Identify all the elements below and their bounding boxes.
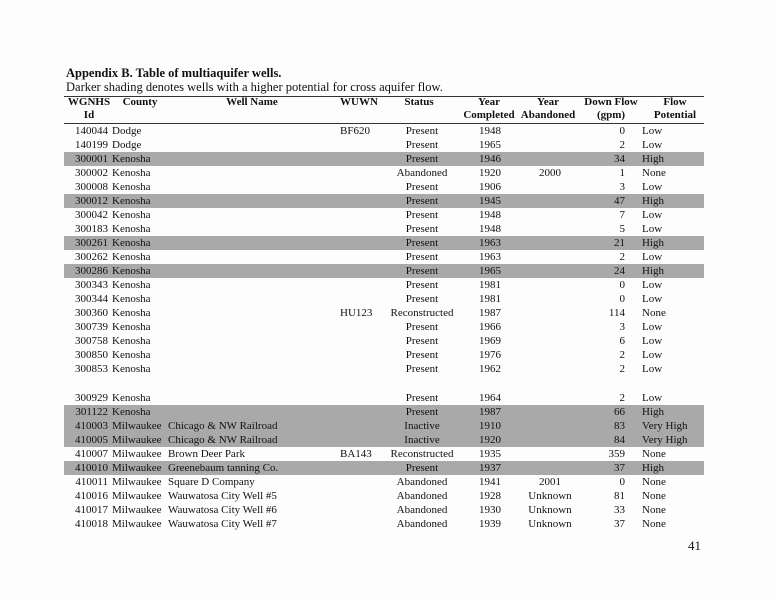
cell-status: Present	[405, 335, 439, 347]
cell-county: Kenosha	[112, 349, 151, 361]
cell-well-name: Chicago & NW Railroad	[168, 434, 278, 446]
cell-down-flow: 1	[619, 167, 625, 179]
cell-down-flow: 34	[614, 153, 625, 165]
cell-county: Kenosha	[112, 181, 151, 193]
table-row	[64, 278, 704, 292]
header-wuwn: WUWN	[340, 96, 378, 108]
cell-flow-potential: Very High	[642, 420, 688, 432]
table-row	[64, 222, 704, 236]
cell-year-abandoned: 2001	[539, 476, 561, 488]
cell-status: Present	[405, 125, 439, 137]
table-row	[64, 236, 704, 250]
cell-county: Kenosha	[112, 335, 151, 347]
page-number: 41	[688, 538, 701, 553]
cell-down-flow: 83	[614, 420, 625, 432]
cell-flow-potential: Low	[642, 293, 663, 305]
header-county: County	[122, 96, 158, 108]
cell-year-completed: 1981	[479, 293, 501, 305]
cell-county: Kenosha	[112, 392, 151, 404]
cell-status: Abandoned	[396, 504, 448, 516]
cell-down-flow: 47	[614, 195, 625, 207]
cell-county: Milwaukee	[112, 434, 162, 446]
cell-county: Milwaukee	[112, 448, 162, 460]
cell-well-id: 300012	[75, 195, 108, 207]
cell-status: Present	[405, 139, 439, 151]
cell-flow-potential: Low	[642, 223, 663, 235]
cell-well-id: 410005	[75, 434, 108, 446]
cell-flow-potential: Low	[642, 321, 663, 333]
cell-down-flow: 6	[619, 335, 625, 347]
cell-flow-potential: High	[642, 195, 664, 207]
cell-status: Abandoned	[396, 490, 448, 502]
table-row	[64, 306, 704, 320]
cell-flow-potential: Low	[642, 363, 663, 375]
cell-down-flow: 37	[614, 518, 625, 530]
cell-year-completed: 1906	[479, 181, 501, 193]
table-row	[64, 433, 704, 447]
cell-down-flow: 359	[608, 448, 625, 460]
cell-flow-potential: None	[642, 307, 666, 319]
cell-status: Present	[405, 293, 439, 305]
cell-year-completed: 1962	[479, 363, 501, 375]
cell-year-completed: 1946	[479, 153, 501, 165]
cell-down-flow: 2	[619, 139, 625, 151]
cell-well-name: Wauwatosa City Well #5	[168, 490, 277, 502]
cell-well-name: Square D Company	[168, 476, 255, 488]
cell-wuwn: BF620	[340, 125, 370, 137]
cell-year-completed: 1963	[479, 251, 501, 263]
cell-status: Present	[405, 251, 439, 263]
cell-year-completed: 1966	[479, 321, 501, 333]
cell-status: Present	[405, 363, 439, 375]
cell-county: Kenosha	[112, 223, 151, 235]
cell-well-id: 300042	[75, 209, 108, 221]
cell-county: Kenosha	[112, 167, 151, 179]
table-row	[64, 489, 704, 503]
cell-down-flow: 2	[619, 392, 625, 404]
cell-county: Kenosha	[112, 293, 151, 305]
cell-year-completed: 1941	[479, 476, 501, 488]
cell-flow-potential: Low	[642, 139, 663, 151]
cell-status: Present	[405, 406, 439, 418]
table-row	[64, 292, 704, 306]
cell-well-id: 300008	[75, 181, 108, 193]
table-row	[64, 194, 704, 208]
cell-well-id: 300286	[75, 265, 108, 277]
cell-wuwn: HU123	[340, 307, 373, 319]
cell-year-abandoned: Unknown	[528, 490, 572, 502]
cell-status: Present	[405, 223, 439, 235]
table-row	[64, 517, 704, 531]
cell-down-flow: 21	[614, 237, 625, 249]
cell-down-flow: 84	[614, 434, 625, 446]
cell-down-flow: 5	[619, 223, 625, 235]
cell-county: Milwaukee	[112, 462, 162, 474]
cell-flow-potential: None	[642, 504, 666, 516]
table-row	[64, 264, 704, 278]
cell-county: Kenosha	[112, 195, 151, 207]
cell-year-completed: 1963	[479, 237, 501, 249]
cell-year-abandoned: Unknown	[528, 518, 572, 530]
table-row	[64, 320, 704, 334]
cell-well-id: 140044	[75, 125, 108, 137]
cell-down-flow: 0	[619, 125, 625, 137]
cell-county: Milwaukee	[112, 490, 162, 502]
cell-county: Dodge	[112, 139, 142, 151]
header-status: Status	[404, 96, 434, 108]
cell-county: Kenosha	[112, 307, 151, 319]
cell-well-id: 300929	[75, 392, 108, 404]
cell-flow-potential: Very High	[642, 434, 688, 446]
cell-year-completed: 1935	[479, 448, 501, 460]
cell-down-flow: 7	[619, 209, 625, 221]
header-well-name: Well Name	[226, 96, 278, 108]
cell-down-flow: 2	[619, 349, 625, 361]
table-row	[64, 180, 704, 194]
header-year-completed: Year Completed	[463, 96, 515, 121]
cell-wuwn: BA143	[340, 448, 372, 460]
cell-well-name: Brown Deer Park	[168, 448, 245, 460]
cell-year-completed: 1939	[479, 518, 501, 530]
table-row	[64, 250, 704, 264]
cell-county: Kenosha	[112, 279, 151, 291]
cell-down-flow: 2	[619, 251, 625, 263]
cell-year-completed: 1969	[479, 335, 501, 347]
cell-flow-potential: Low	[642, 392, 663, 404]
cell-well-id: 410011	[75, 476, 108, 488]
cell-year-completed: 1910	[479, 420, 501, 432]
cell-year-completed: 1965	[479, 139, 501, 151]
cell-status: Present	[405, 462, 439, 474]
table-row	[64, 362, 704, 376]
cell-status: Present	[405, 153, 439, 165]
table-row	[64, 208, 704, 222]
cell-year-completed: 1920	[479, 434, 501, 446]
cell-down-flow: 114	[608, 307, 625, 319]
cell-well-name: Chicago & NW Railroad	[168, 420, 278, 432]
cell-county: Dodge	[112, 125, 142, 137]
cell-status: Present	[405, 392, 439, 404]
cell-well-id: 300853	[75, 363, 108, 375]
table-row	[64, 405, 704, 419]
cell-well-id: 140199	[75, 139, 108, 151]
cell-year-completed: 1964	[479, 392, 501, 404]
cell-flow-potential: Low	[642, 335, 663, 347]
cell-flow-potential: High	[642, 153, 664, 165]
cell-flow-potential: None	[642, 490, 666, 502]
cell-year-completed: 1987	[479, 406, 501, 418]
cell-county: Milwaukee	[112, 518, 162, 530]
cell-flow-potential: High	[642, 237, 664, 249]
cell-status: Present	[405, 265, 439, 277]
cell-county: Kenosha	[112, 321, 151, 333]
table-row	[64, 461, 704, 475]
cell-status: Abandoned	[396, 518, 448, 530]
cell-well-name: Greenebaum tanning Co.	[168, 462, 279, 474]
cell-well-id: 300343	[75, 279, 108, 291]
cell-year-abandoned: 2000	[539, 167, 561, 179]
cell-down-flow: 0	[619, 476, 625, 488]
header-wgnhs-id: WGNHS Id	[67, 96, 111, 121]
cell-status: Present	[405, 321, 439, 333]
cell-status: Present	[405, 237, 439, 249]
cell-down-flow: 66	[614, 406, 625, 418]
cell-year-completed: 1976	[479, 349, 501, 361]
cell-year-completed: 1930	[479, 504, 501, 516]
table-row	[64, 334, 704, 348]
cell-county: Kenosha	[112, 237, 151, 249]
header-flow-potential: Flow Potential	[653, 96, 697, 121]
table-row	[64, 503, 704, 517]
cell-year-abandoned: Unknown	[528, 504, 572, 516]
cell-well-id: 410010	[75, 462, 108, 474]
cell-well-id: 300758	[75, 335, 108, 347]
cell-county: Milwaukee	[112, 420, 162, 432]
header-down-flow: Down Flow (gpm)	[584, 96, 638, 121]
cell-well-id: 301122	[75, 406, 108, 418]
cell-well-id: 300183	[75, 223, 108, 235]
cell-year-completed: 1948	[479, 125, 501, 137]
table-row	[64, 419, 704, 433]
cell-status: Abandoned	[396, 476, 448, 488]
cell-county: Kenosha	[112, 406, 151, 418]
cell-flow-potential: Low	[642, 279, 663, 291]
table-row	[64, 124, 704, 138]
cell-status: Present	[405, 209, 439, 221]
cell-flow-potential: Low	[642, 349, 663, 361]
cell-well-id: 410003	[75, 420, 108, 432]
cell-flow-potential: High	[642, 406, 664, 418]
cell-status: Present	[405, 349, 439, 361]
cell-status: Inactive	[404, 434, 440, 446]
cell-well-id: 300261	[75, 237, 108, 249]
cell-well-id: 410017	[75, 504, 108, 516]
cell-county: Kenosha	[112, 209, 151, 221]
cell-flow-potential: None	[642, 167, 666, 179]
cell-year-completed: 1987	[479, 307, 501, 319]
cell-down-flow: 3	[619, 321, 625, 333]
table-row	[64, 152, 704, 166]
cell-flow-potential: None	[642, 476, 666, 488]
cell-down-flow: 0	[619, 293, 625, 305]
cell-flow-potential: High	[642, 265, 664, 277]
cell-year-completed: 1948	[479, 209, 501, 221]
cell-well-id: 410018	[75, 518, 108, 530]
table-row	[64, 391, 704, 405]
cell-flow-potential: Low	[642, 209, 663, 221]
cell-well-id: 300002	[75, 167, 108, 179]
cell-well-name: Wauwatosa City Well #7	[168, 518, 277, 530]
cell-county: Milwaukee	[112, 476, 162, 488]
cell-status: Present	[405, 279, 439, 291]
cell-well-id: 300739	[75, 321, 108, 333]
cell-year-completed: 1948	[479, 223, 501, 235]
cell-down-flow: 33	[614, 504, 625, 516]
cell-down-flow: 81	[614, 490, 625, 502]
cell-status: Present	[405, 195, 439, 207]
cell-flow-potential: None	[642, 518, 666, 530]
cell-year-completed: 1981	[479, 279, 501, 291]
cell-status: Reconstructed	[390, 448, 454, 460]
cell-year-completed: 1965	[479, 265, 501, 277]
cell-well-id: 300344	[75, 293, 108, 305]
cell-well-id: 300850	[75, 349, 108, 361]
table-row	[64, 166, 704, 180]
cell-down-flow: 24	[614, 265, 625, 277]
cell-flow-potential: None	[642, 448, 666, 460]
cell-year-completed: 1937	[479, 462, 501, 474]
cell-down-flow: 0	[619, 279, 625, 291]
table-row	[64, 138, 704, 152]
cell-county: Kenosha	[112, 265, 151, 277]
cell-county: Kenosha	[112, 251, 151, 263]
cell-well-id: 300360	[75, 307, 108, 319]
table-subtitle: Darker shading denotes wells with a higher potential for cross aquifer flow.	[66, 80, 443, 94]
table-title: Appendix B. Table of multiaquifer wells.	[66, 66, 282, 80]
cell-status: Abandoned	[396, 167, 448, 179]
cell-county: Kenosha	[112, 153, 151, 165]
cell-status: Reconstructed	[390, 307, 454, 319]
cell-down-flow: 37	[614, 462, 625, 474]
cell-flow-potential: Low	[642, 251, 663, 263]
cell-year-completed: 1945	[479, 195, 501, 207]
cell-well-id: 410016	[75, 490, 108, 502]
cell-down-flow: 2	[619, 363, 625, 375]
cell-year-completed: 1920	[479, 167, 501, 179]
cell-county: Milwaukee	[112, 504, 162, 516]
header-year-abandoned: Year Abandoned	[520, 96, 576, 121]
table-row	[64, 475, 704, 489]
cell-well-id: 410007	[75, 448, 108, 460]
table-row	[64, 447, 704, 461]
cell-flow-potential: Low	[642, 125, 663, 137]
cell-year-completed: 1928	[479, 490, 501, 502]
cell-flow-potential: High	[642, 462, 664, 474]
cell-status: Inactive	[404, 420, 440, 432]
cell-well-id: 300001	[75, 153, 108, 165]
cell-flow-potential: Low	[642, 181, 663, 193]
cell-county: Kenosha	[112, 363, 151, 375]
cell-status: Present	[405, 181, 439, 193]
cell-well-id: 300262	[75, 251, 108, 263]
cell-well-name: Wauwatosa City Well #6	[168, 504, 277, 516]
cell-down-flow: 3	[619, 181, 625, 193]
table-row	[64, 348, 704, 362]
